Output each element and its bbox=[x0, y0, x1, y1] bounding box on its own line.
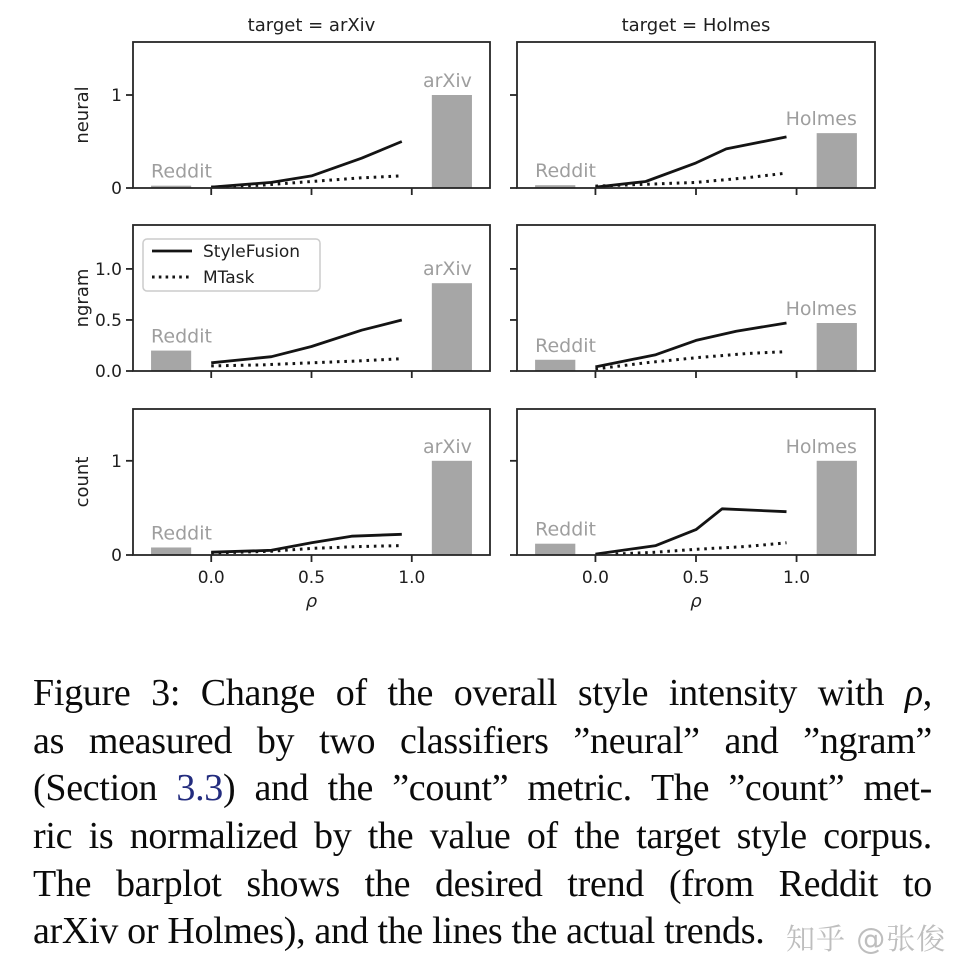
caption-text: by bbox=[256, 719, 295, 762]
caption-text: of bbox=[526, 815, 558, 858]
caption-word bbox=[314, 814, 351, 858]
y-tick-label: 1 bbox=[111, 86, 122, 107]
caption-word bbox=[33, 909, 118, 953]
caption-word bbox=[574, 814, 620, 858]
caption-text: The bbox=[651, 767, 710, 810]
caption-word bbox=[567, 862, 644, 906]
caption-word bbox=[651, 766, 709, 810]
caption-word bbox=[130, 814, 298, 858]
caption-word bbox=[201, 671, 315, 715]
caption-word bbox=[664, 909, 764, 953]
x-axis-label-rho: ρ bbox=[305, 591, 318, 612]
caption-text: ) bbox=[222, 767, 236, 810]
caption-word bbox=[176, 766, 235, 810]
bar-label-reddit: Reddit bbox=[151, 160, 212, 183]
caption-text: to bbox=[902, 862, 932, 905]
caption-text: trends. bbox=[664, 910, 765, 953]
caption-word bbox=[803, 719, 932, 763]
section-link[interactable]: 3.3 bbox=[176, 767, 223, 810]
caption-word bbox=[33, 814, 72, 858]
caption-text: target bbox=[636, 815, 721, 858]
caption-word bbox=[527, 766, 631, 810]
figure-caption bbox=[33, 671, 932, 957]
watermark-text: 知乎 @张俊 bbox=[786, 922, 947, 956]
bar-label-reddit: Reddit bbox=[535, 518, 596, 541]
x-tick-label: 0.0 bbox=[197, 568, 225, 588]
caption-text: arXiv bbox=[33, 910, 119, 953]
y-tick-label: 0.5 bbox=[94, 310, 122, 331]
legend-label-stylefusion: StyleFusion bbox=[203, 242, 301, 262]
caption-text: ”ngram” bbox=[803, 719, 932, 762]
caption-word bbox=[365, 862, 411, 906]
caption-text: normalized bbox=[129, 815, 298, 858]
caption-line bbox=[33, 814, 932, 862]
y-tick-label: 0.0 bbox=[94, 362, 122, 382]
caption-word bbox=[328, 766, 374, 810]
y-tick-label: 1 bbox=[111, 451, 122, 472]
caption-text: metric. bbox=[527, 767, 632, 810]
caption-text: style bbox=[577, 672, 649, 714]
caption-line bbox=[33, 766, 932, 814]
x-tick-label: 0.5 bbox=[297, 568, 326, 588]
caption-word bbox=[669, 671, 797, 715]
line-stylefusion bbox=[595, 323, 786, 367]
caption-text: as bbox=[33, 719, 65, 762]
column-title: target = arXiv bbox=[247, 15, 376, 36]
caption-text: or bbox=[127, 910, 159, 953]
caption-word bbox=[392, 766, 508, 810]
caption-text: value bbox=[429, 815, 511, 858]
caption-text: ”count” bbox=[392, 767, 509, 810]
caption-word bbox=[33, 719, 64, 763]
caption-word bbox=[725, 719, 779, 763]
row-label-count: count bbox=[72, 456, 93, 508]
caption-text: with bbox=[817, 672, 885, 714]
caption-word bbox=[454, 671, 557, 715]
row-label-neural: neural bbox=[72, 86, 93, 144]
caption-word bbox=[818, 671, 884, 715]
caption-word bbox=[116, 862, 222, 906]
bar-label-reddit: Reddit bbox=[535, 334, 596, 357]
line-stylefusion bbox=[211, 320, 402, 363]
bar-reddit bbox=[151, 351, 191, 371]
caption-word bbox=[430, 814, 511, 858]
caption-text: and bbox=[724, 719, 779, 762]
caption-word bbox=[728, 766, 844, 810]
caption-text: the bbox=[367, 815, 414, 858]
caption-text: the bbox=[387, 672, 434, 714]
caption-text: the bbox=[511, 910, 558, 953]
bar-label-arxiv: arXiv bbox=[422, 258, 472, 281]
caption-word bbox=[669, 862, 754, 906]
watermark bbox=[786, 917, 946, 958]
caption-word bbox=[512, 909, 558, 953]
caption-text: intensity bbox=[668, 672, 798, 714]
line-stylefusion bbox=[595, 509, 786, 554]
bar-arxiv bbox=[432, 283, 472, 371]
caption-text: is bbox=[88, 815, 114, 858]
caption-text: classifiers bbox=[399, 719, 549, 762]
bar-label-arxiv: arXiv bbox=[422, 435, 472, 458]
caption-word bbox=[864, 766, 932, 810]
caption-text: (from bbox=[668, 862, 754, 905]
caption-text: and bbox=[314, 910, 369, 953]
row-label-ngram: ngram bbox=[72, 268, 93, 328]
bar-label-reddit: Reddit bbox=[151, 325, 212, 348]
caption-word bbox=[905, 671, 932, 715]
caption-word bbox=[779, 862, 879, 906]
x-tick-label: 0.0 bbox=[581, 568, 609, 588]
caption-line bbox=[33, 671, 932, 719]
caption-word bbox=[151, 671, 180, 715]
x-axis-label-rho: ρ bbox=[690, 591, 702, 612]
caption-word bbox=[336, 671, 367, 715]
bar-label-holmes: Holmes bbox=[785, 435, 857, 458]
caption-line bbox=[33, 719, 932, 767]
x-tick-label: 1.0 bbox=[783, 568, 811, 588]
caption-text: measured bbox=[88, 719, 233, 762]
caption-word bbox=[823, 814, 932, 858]
caption-text: the bbox=[574, 815, 620, 858]
caption-text: shows bbox=[246, 862, 340, 905]
caption-word bbox=[636, 814, 720, 858]
bar-label-holmes: Holmes bbox=[785, 108, 857, 131]
line-stylefusion bbox=[211, 534, 402, 552]
caption-word bbox=[368, 814, 414, 858]
bar-holmes bbox=[817, 323, 857, 371]
caption-text: 3: bbox=[151, 672, 181, 714]
bar-holmes bbox=[817, 133, 857, 188]
line-stylefusion bbox=[595, 137, 786, 187]
caption-text: Figure bbox=[33, 672, 131, 714]
caption-text: and bbox=[254, 767, 309, 810]
caption-text: two bbox=[319, 719, 376, 762]
caption-word bbox=[400, 719, 549, 763]
bar-holmes bbox=[817, 461, 857, 555]
caption-word bbox=[903, 862, 932, 906]
caption-word bbox=[33, 671, 130, 715]
bar-reddit bbox=[151, 547, 191, 555]
x-tick-label: 0.5 bbox=[682, 568, 710, 588]
legend-label-mtask: MTask bbox=[203, 268, 255, 288]
caption-text: Reddit bbox=[778, 862, 879, 905]
caption-word bbox=[246, 862, 340, 906]
y-tick-label: 0 bbox=[111, 546, 122, 566]
caption-text: , bbox=[922, 672, 932, 714]
caption-text: ric bbox=[33, 815, 73, 858]
caption-text: overall bbox=[453, 672, 558, 714]
x-tick-label: 1.0 bbox=[398, 568, 426, 588]
caption-text: lines bbox=[432, 910, 503, 953]
bar-label-holmes: Holmes bbox=[785, 298, 857, 321]
caption-text: actual bbox=[566, 910, 656, 953]
caption-italic: ρ bbox=[904, 672, 923, 714]
y-tick-label: 1.0 bbox=[94, 259, 122, 280]
caption-word bbox=[33, 862, 91, 906]
caption-text: the bbox=[364, 862, 411, 905]
bar-arxiv bbox=[432, 461, 472, 555]
caption-text: by bbox=[314, 815, 352, 858]
caption-text: desired bbox=[434, 862, 543, 905]
caption-word bbox=[432, 909, 502, 953]
caption-word bbox=[254, 766, 308, 810]
caption-word bbox=[89, 814, 114, 858]
caption-word bbox=[377, 909, 423, 953]
caption-text: trend bbox=[567, 862, 645, 905]
caption-word bbox=[566, 909, 655, 953]
caption-word bbox=[127, 909, 158, 953]
caption-word bbox=[737, 814, 807, 858]
column-title: target = Holmes bbox=[621, 15, 771, 36]
caption-word bbox=[319, 719, 375, 763]
bar-reddit bbox=[535, 544, 575, 555]
line-stylefusion bbox=[211, 142, 402, 188]
caption-word bbox=[314, 909, 368, 953]
caption-text: of bbox=[335, 672, 367, 714]
bar-label-arxiv: arXiv bbox=[422, 70, 472, 93]
bar-label-reddit: Reddit bbox=[151, 522, 212, 545]
caption-text: The bbox=[33, 862, 92, 905]
caption-word bbox=[89, 719, 232, 763]
caption-text: ”neural” bbox=[573, 719, 700, 762]
bar-reddit bbox=[535, 360, 575, 371]
caption-text: met- bbox=[863, 767, 932, 810]
y-tick-label: 0 bbox=[111, 179, 122, 199]
caption-word bbox=[33, 766, 157, 810]
caption-text: (Section bbox=[33, 767, 158, 810]
caption-text: the bbox=[327, 767, 374, 810]
caption-text: Change bbox=[200, 672, 316, 714]
caption-text: barplot bbox=[115, 862, 222, 905]
caption-word bbox=[573, 719, 699, 763]
caption-text: ”count” bbox=[728, 767, 845, 810]
bar-label-reddit: Reddit bbox=[535, 160, 596, 183]
caption-word bbox=[167, 909, 305, 953]
caption-word bbox=[388, 671, 434, 715]
caption-text: the bbox=[377, 910, 423, 953]
bar-arxiv bbox=[432, 95, 472, 188]
caption-word bbox=[257, 719, 294, 763]
subplot-ngram-arXiv bbox=[126, 225, 490, 378]
caption-word bbox=[435, 862, 543, 906]
caption-word bbox=[527, 814, 558, 858]
caption-text: Holmes), bbox=[167, 910, 306, 953]
caption-text: style bbox=[736, 815, 807, 858]
caption-line bbox=[33, 862, 932, 910]
caption-word bbox=[578, 671, 648, 715]
caption-text: corpus. bbox=[823, 815, 932, 858]
